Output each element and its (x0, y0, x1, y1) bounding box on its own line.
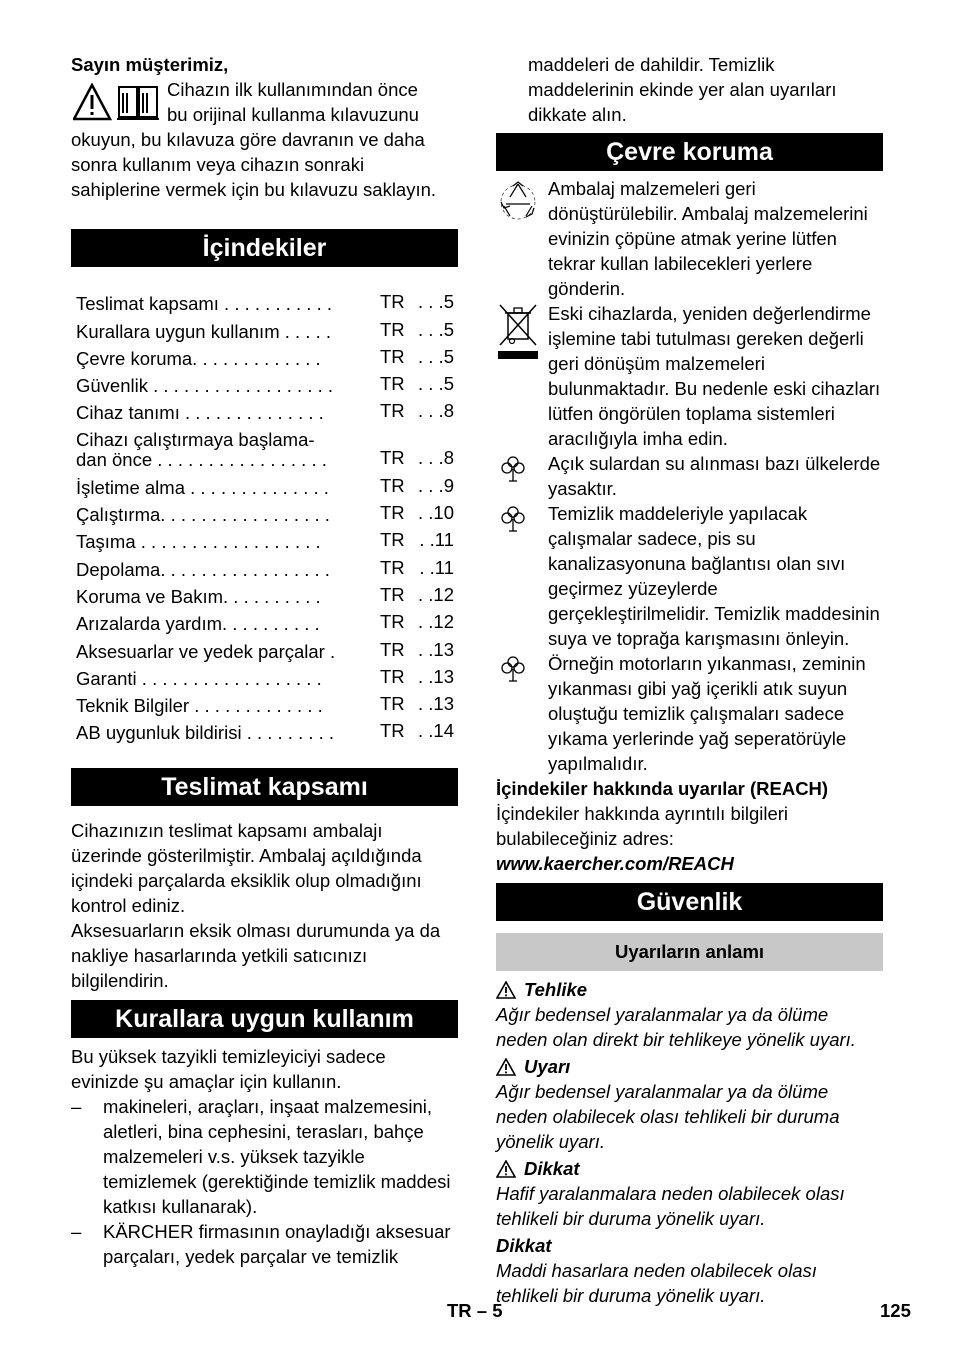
warning-text: Ağır bedensel yaralanmalar ya da ölüme neden olan direkt bir tehlikeye yönelik uyarı. (496, 1004, 856, 1050)
warning-title: Uyarı (524, 1056, 571, 1077)
toc-title: AB uygunluk bildirisi . . . . . . . . . (76, 723, 335, 744)
list-item-text: maddeleri de dahildir. Temizlik maddelerinin ekinde yer alan uyarıları dikkate alın. (528, 54, 837, 125)
delivery-heading: Teslimat kapsamı (71, 768, 458, 806)
warning-text: Maddi hasarlara neden olabilecek olası tehlikeli bir duruma yönelik uyarı. (496, 1260, 817, 1306)
list-dash: – (71, 1096, 82, 1118)
environment-tip (496, 451, 883, 501)
toc-title: Çalıştırma. . . . . . . . . . . . . . . . . (76, 505, 330, 526)
greeting-line1: Cihazın ilk kullanımından önce (167, 79, 418, 100)
toc-title: Teknik Bilgiler . . . . . . . . . . . . . (76, 696, 323, 717)
toc-page: . . .8 (418, 447, 454, 469)
toc-row (71, 396, 458, 423)
toc-row (71, 287, 458, 314)
toc-title: Cihazı çalıştırmaya başlama- dan önce . . . . . . . . . . . . . . . . . (76, 430, 327, 471)
environment-icon (496, 501, 548, 651)
toc-row (71, 662, 458, 689)
environment-tip (496, 501, 883, 651)
toc-lang: TR (380, 556, 405, 578)
reach-heading: İçindekiler hakkında uyarılar (REACH) (496, 778, 829, 799)
recycle-text: Ambalaj malzemeleri geri dönüştürülebilir. Ambalaj malzemelerini evinizin çöpüne atmak yerine lütfen tekrar kullan labilecekleri yerlere gönderin. (548, 178, 868, 299)
toc-row (71, 470, 458, 497)
warning-item (496, 1233, 883, 1308)
toc-title: Aksesuarlar ve yedek parçalar . (76, 641, 336, 662)
toc-title: Arızalarda yardım. . . . . . . . . . (76, 614, 320, 635)
toc-title: Kurallara uygun kullanım . . . . . (76, 321, 332, 342)
toc-row (71, 423, 458, 470)
toc-row (71, 580, 458, 607)
toc-page: . .10 (418, 502, 454, 524)
toc-lang: TR (380, 291, 405, 313)
warning-text: Hafif yaralanmalara neden olabilecek olası tehlikeli bir duruma yönelik uyarı. (496, 1183, 845, 1229)
environment-icon (496, 451, 548, 501)
page-number: 125 (880, 1300, 911, 1321)
recycle-note (496, 176, 883, 301)
environment-tip-text: Örneğin motorların yıkanması, zeminin yıkanması gibi yağ içerikli atık suyun oluştuğu temizlik çalışmaları sadece yıkama yerlerinde yağ seperatörüyle yapılmalıdır. (548, 653, 866, 774)
toc-lang: TR (380, 529, 405, 551)
toc-lang: TR (380, 583, 405, 605)
delivery-paragraph-2: Aksesuarların eksik olması durumunda ya da nakliye hasarlarında yetkili satıcınızı bilgilendirin. (71, 920, 441, 992)
warning-manual-icon (71, 77, 167, 127)
greeting-intro (71, 77, 458, 127)
toc-page: . .13 (418, 693, 454, 715)
toc-lang: TR (380, 720, 405, 742)
toc-page: . . .5 (418, 318, 454, 340)
environment-icon (496, 651, 548, 776)
toc-page: . . .9 (418, 474, 454, 496)
toc-lang: TR (380, 638, 405, 660)
toc-page: . .11 (419, 529, 454, 551)
right-column (496, 52, 883, 1308)
toc-row (71, 634, 458, 661)
safety-heading: Güvenlik (496, 883, 883, 921)
environment-tip (496, 651, 883, 776)
environment-heading: Çevre koruma (496, 133, 883, 171)
toc-title: Koruma ve Bakım. . . . . . . . . . (76, 586, 321, 607)
toc-row (71, 369, 458, 396)
footer-section-label: TR – 5 (447, 1300, 503, 1321)
warning-item (496, 1054, 883, 1154)
toc-lang: TR (380, 373, 405, 395)
toc-row (71, 552, 458, 579)
environment-tip-text: Açık sulardan su alınması bazı ülkelerde yasaktır. (548, 453, 881, 499)
toc-row (71, 525, 458, 552)
toc-lang: TR (380, 502, 405, 524)
toc-page: . .13 (418, 638, 454, 660)
toc-row (71, 689, 458, 716)
toc-lang: TR (380, 400, 405, 422)
greeting-heading: Sayın müşterimiz, (71, 54, 229, 75)
toc-lang: TR (380, 345, 405, 367)
toc-page: . . .8 (418, 400, 454, 422)
toc-page: . . .5 (418, 345, 454, 367)
list-item-continued (496, 52, 883, 127)
warning-title: Dikkat (496, 1235, 552, 1256)
toc-lang: TR (380, 318, 405, 340)
toc-page: . .12 (418, 611, 454, 633)
warning-item (496, 977, 883, 1052)
toc-heading: İçindekiler (71, 229, 458, 267)
list-item (71, 1094, 458, 1219)
weee-note (496, 301, 883, 451)
safety-subheading: Uyarıların anlamı (496, 933, 883, 971)
environment-tips (496, 451, 883, 776)
greeting-line2: bu orijinal kullanma kılavuzunu (167, 104, 419, 125)
table-of-contents (71, 287, 458, 743)
recycle-icon (496, 176, 548, 301)
toc-page: . .11 (419, 556, 454, 578)
toc-title: İşletime alma . . . . . . . . . . . . . . (76, 477, 329, 498)
proper-use-intro: Bu yüksek tazyikli temizleyiciyi sadece evinizde şu amaçlar için kullanın. (71, 1046, 386, 1093)
toc-page: . .14 (418, 720, 454, 742)
toc-title: Taşıma . . . . . . . . . . . . . . . . . . (76, 532, 321, 553)
warning-text: Ağır bedensel yaralanmalar ya da ölüme neden olabilecek olası tehlikeli bir duruma yönelik uyarı. (496, 1081, 840, 1152)
list-item-text: KÄRCHER firmasının onayladığı aksesuar parçaları, yedek parçalar ve temizlik (103, 1221, 451, 1268)
proper-use-heading: Kurallara uygun kullanım (71, 1000, 458, 1038)
toc-title: Çevre koruma. . . . . . . . . . . . . (76, 348, 321, 369)
delivery-paragraph-1: Cihazınızın teslimat kapsamı ambalajı üzerinde gösterilmiştir. Ambalaj açıldığında içindeki parçalarda eksiklik olup olmadığını kontrol ediniz. (71, 820, 422, 917)
environment-tip-text: Temizlik maddeleriyle yapılacak çalışmalar sadece, pis su kanalizasyonuna bağlantısı olan sıvı geçirmez yüzeylerde gerçekleştirilmelidir. Temizlik maddesinin suya ve toprağa karışmasını önleyin. (548, 503, 880, 649)
crossed-bin-icon (496, 301, 548, 451)
toc-lang: TR (380, 665, 405, 687)
toc-row (71, 314, 458, 341)
left-column (71, 52, 458, 1269)
greeting-text: okuyun, bu kılavuza göre davranın ve daha sonra kullanım veya cihazın sonraki sahiplerine vermek için bu kılavuzu saklayın. (71, 129, 437, 200)
list-item (71, 1219, 458, 1269)
list-dash: – (71, 1221, 82, 1243)
toc-title: Güvenlik . . . . . . . . . . . . . . . . . . (76, 376, 334, 397)
toc-row (71, 342, 458, 369)
toc-row (71, 716, 458, 743)
weee-text: Eski cihazlarda, yeniden değerlendirme işlemine tabi tutulması gereken değerli geri dönüşüm malzemeleri bulunmaktadır. Bu nedenle eski cihazları lütfen öngörülen toplama sistemleri aracılığıyla imha edin. (548, 303, 881, 449)
toc-title: Teslimat kapsamı . . . . . . . . . . . (76, 294, 332, 315)
warning-triangle-icon (496, 1058, 516, 1076)
reach-link[interactable]: www.kaercher.com/REACH (496, 853, 734, 874)
reach-text: İçindekiler hakkında ayrıntılı bilgileri bulabileceğiniz adres: (496, 803, 789, 849)
toc-page: . . .5 (418, 291, 454, 313)
warning-item (496, 1156, 883, 1231)
warnings-list (496, 977, 883, 1308)
toc-lang: TR (380, 474, 405, 496)
toc-page: . .13 (418, 665, 454, 687)
toc-page: . . .5 (418, 373, 454, 395)
warning-triangle-icon (496, 981, 516, 999)
warning-title: Dikkat (524, 1158, 580, 1179)
warning-title: Tehlike (524, 979, 588, 1000)
toc-title: Depolama. . . . . . . . . . . . . . . . . (76, 559, 330, 580)
toc-title: Garanti . . . . . . . . . . . . . . . . . . (76, 668, 322, 689)
warning-triangle-icon (496, 1160, 516, 1178)
toc-row (71, 607, 458, 634)
toc-lang: TR (380, 447, 405, 469)
toc-lang: TR (380, 611, 405, 633)
list-item-text: makineleri, araçları, inşaat malzemesini, aletleri, bina cephesini, terasları, bahçe malzemeleri v.s. yüksek tazyikle temizlemek (gerektiğinde temizlik maddesi katkısı kullanarak). (103, 1096, 451, 1218)
toc-lang: TR (380, 693, 405, 715)
toc-page: . .12 (418, 583, 454, 605)
toc-title: Cihaz tanımı . . . . . . . . . . . . . . (76, 403, 324, 424)
toc-row (71, 498, 458, 525)
